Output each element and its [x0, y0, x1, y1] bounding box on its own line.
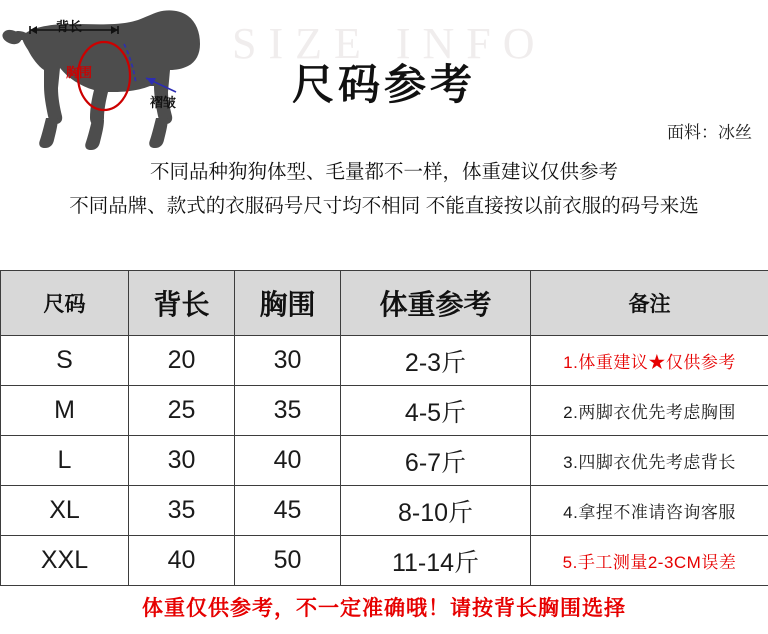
- dog-diagram: [0, 0, 228, 152]
- cell-size: XL: [1, 486, 129, 536]
- cell-back-length: 20: [129, 336, 235, 386]
- cell-back-length: 35: [129, 486, 235, 536]
- cell-note: 3.四脚衣优先考虑背长: [531, 436, 768, 486]
- cell-weight: 11-14斤: [341, 536, 531, 586]
- table-header-row: [1, 271, 768, 336]
- cell-note: 2.两脚衣优先考虑胸围: [531, 386, 768, 436]
- label-chest: 胸围: [66, 65, 93, 80]
- footer-note: 体重仅供参考，不一定准确哦！请按背长胸围选择: [142, 597, 626, 620]
- table-row: [1, 386, 768, 436]
- cell-note: 4.拿捏不准请咨询客服: [531, 486, 768, 536]
- cell-weight: 6-7斤: [341, 436, 531, 486]
- cell-chest: 40: [235, 436, 341, 486]
- cell-weight: 8-10斤: [341, 486, 531, 536]
- table-row: [1, 436, 768, 486]
- cell-chest: 35: [235, 386, 341, 436]
- header-weight: 体重参考: [341, 271, 531, 336]
- fabric-note: 面料：冰丝: [667, 123, 752, 142]
- page-title: 尺码参考: [292, 61, 477, 108]
- cell-weight: 2-3斤: [341, 336, 531, 386]
- cell-size: XXL: [1, 536, 129, 586]
- header-section: [0, 0, 768, 152]
- cell-chest: 50: [235, 536, 341, 586]
- description-line-1: 不同品种狗狗体型、毛量都不一样，体重建议仅供参考: [149, 161, 618, 183]
- cell-chest: 30: [235, 336, 341, 386]
- description-line-2: 不同品牌、款式的衣服码号尺寸均不相同 不能直接按以前衣服的码号来选: [69, 194, 699, 217]
- table-row: [1, 336, 768, 386]
- table-row: [1, 536, 768, 586]
- cell-weight: 4-5斤: [341, 386, 531, 436]
- description-block: [0, 156, 768, 223]
- cell-back-length: 30: [129, 436, 235, 486]
- cell-note: 1.体重建议★仅供参考: [531, 336, 768, 386]
- header-size: 尺码: [1, 271, 129, 336]
- header-note: 备注: [531, 271, 768, 336]
- size-table: [0, 270, 768, 586]
- label-back-length: 背长: [56, 19, 83, 34]
- cell-back-length: 40: [129, 536, 235, 586]
- cell-size: M: [1, 386, 129, 436]
- cell-size: L: [1, 436, 129, 486]
- cell-size: S: [1, 336, 129, 386]
- header-back-length: 背长: [129, 271, 235, 336]
- watermark-text: SIZE INFO: [232, 19, 547, 68]
- table-row: [1, 486, 768, 536]
- cell-chest: 45: [235, 486, 341, 536]
- cell-back-length: 25: [129, 386, 235, 436]
- size-table-wrapper: [0, 270, 768, 586]
- label-fold: 褶皱: [150, 95, 177, 110]
- header-chest: 胸围: [235, 271, 341, 336]
- cell-note: 5.手工测量2-3CM误差: [531, 536, 768, 586]
